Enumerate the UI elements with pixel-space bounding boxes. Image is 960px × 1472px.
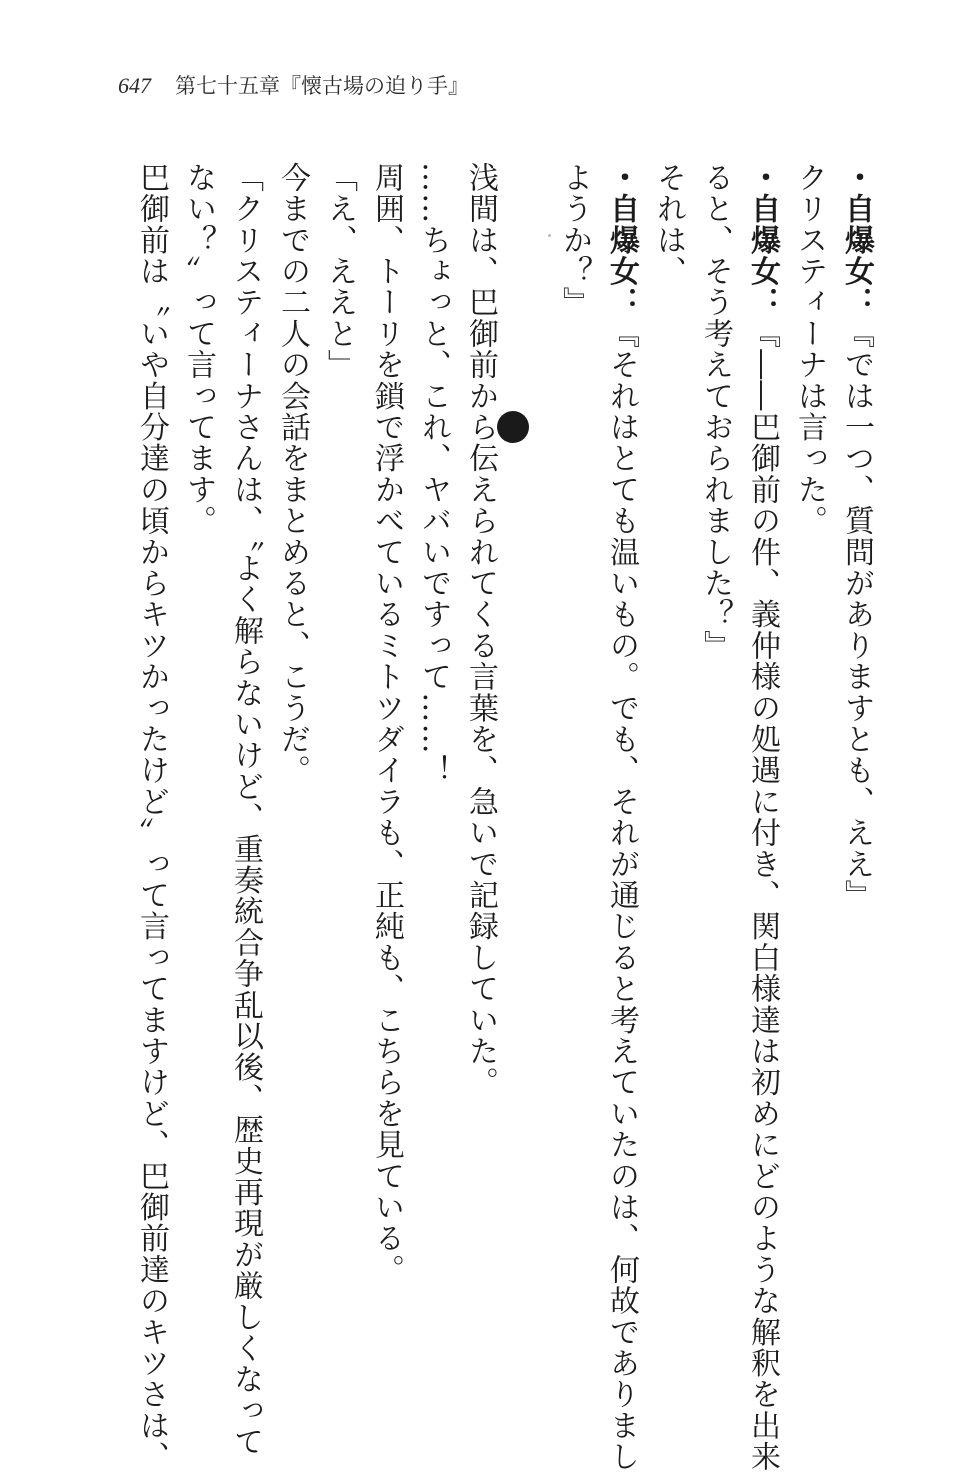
text-line [457, 162, 504, 1352]
text-line [551, 162, 598, 1352]
chapter-title: 第七十五章『懐古場の迫り手』 [175, 74, 469, 98]
text-line [598, 162, 645, 1472]
text-line [316, 162, 363, 1352]
line-text: ようか？』 [557, 162, 592, 318]
line-text: 『では一つ、質問がありますとも、ええ』 [839, 318, 874, 911]
text-line [128, 162, 175, 1472]
line-text: 周囲、トーリを鎖で浮かべているミトツダイラも、正純も、こちらを見ている。 [369, 162, 404, 1286]
dialogue-bullet: ・ [745, 162, 780, 194]
text-line [645, 162, 692, 1352]
dialogue-bullet: ・ [604, 162, 639, 194]
text-line [410, 162, 457, 1352]
text-line [692, 162, 739, 1352]
line-text: ない？〟って言ってます。 [181, 162, 216, 537]
speaker-name: 自爆女： [745, 193, 780, 319]
speaker-name: 自爆女： [604, 193, 639, 319]
line-text: 「クリスティーナさんは、〝よく解らないけど、重奏統合争乱以後、歴史再現が厳しくなって [228, 162, 263, 1458]
text-line [739, 162, 786, 1472]
vertical-body-text [100, 162, 880, 1472]
text-line [363, 162, 410, 1352]
running-header [118, 70, 469, 100]
text-line [833, 162, 880, 1352]
line-text: クリスティーナは言った。 [792, 162, 827, 537]
speaker-name: 自爆女： [839, 193, 874, 319]
text-line [175, 162, 222, 1352]
text-line [786, 162, 833, 1352]
line-text: ると、そう考えておられました？』 [698, 162, 733, 662]
line-text: 浅間は、巴御前から伝えられてくる言葉を、急いで記録していた。 [463, 162, 498, 1098]
line-text [510, 162, 545, 193]
dialogue-bullet: ・ [839, 162, 874, 194]
line-text: 『――巴御前の件、義仲様の処遇に付き、関白様達は初めにどのような解釈を出来 [745, 318, 780, 1472]
page-number: 647 [118, 73, 151, 98]
line-text: ……ちょっと、これ、ヤバいですって……！ [416, 162, 451, 786]
text-line [222, 162, 269, 1458]
line-text: 巴御前は〝いや自分達の頃からキツかったけど〟って言ってますけど、巴御前達のキツさは、 [134, 162, 169, 1472]
line-text: 今までの二人の会話をまとめると、こうだ。 [275, 162, 310, 786]
line-text: 「え、ええと」 [322, 162, 357, 381]
text-line [269, 162, 316, 1352]
text-line [504, 162, 551, 1352]
line-text: それは、 [651, 162, 686, 287]
line-text: 『それはとても温いもの。でも、それが通じると考えていたのは、何故でありまし [604, 318, 639, 1472]
